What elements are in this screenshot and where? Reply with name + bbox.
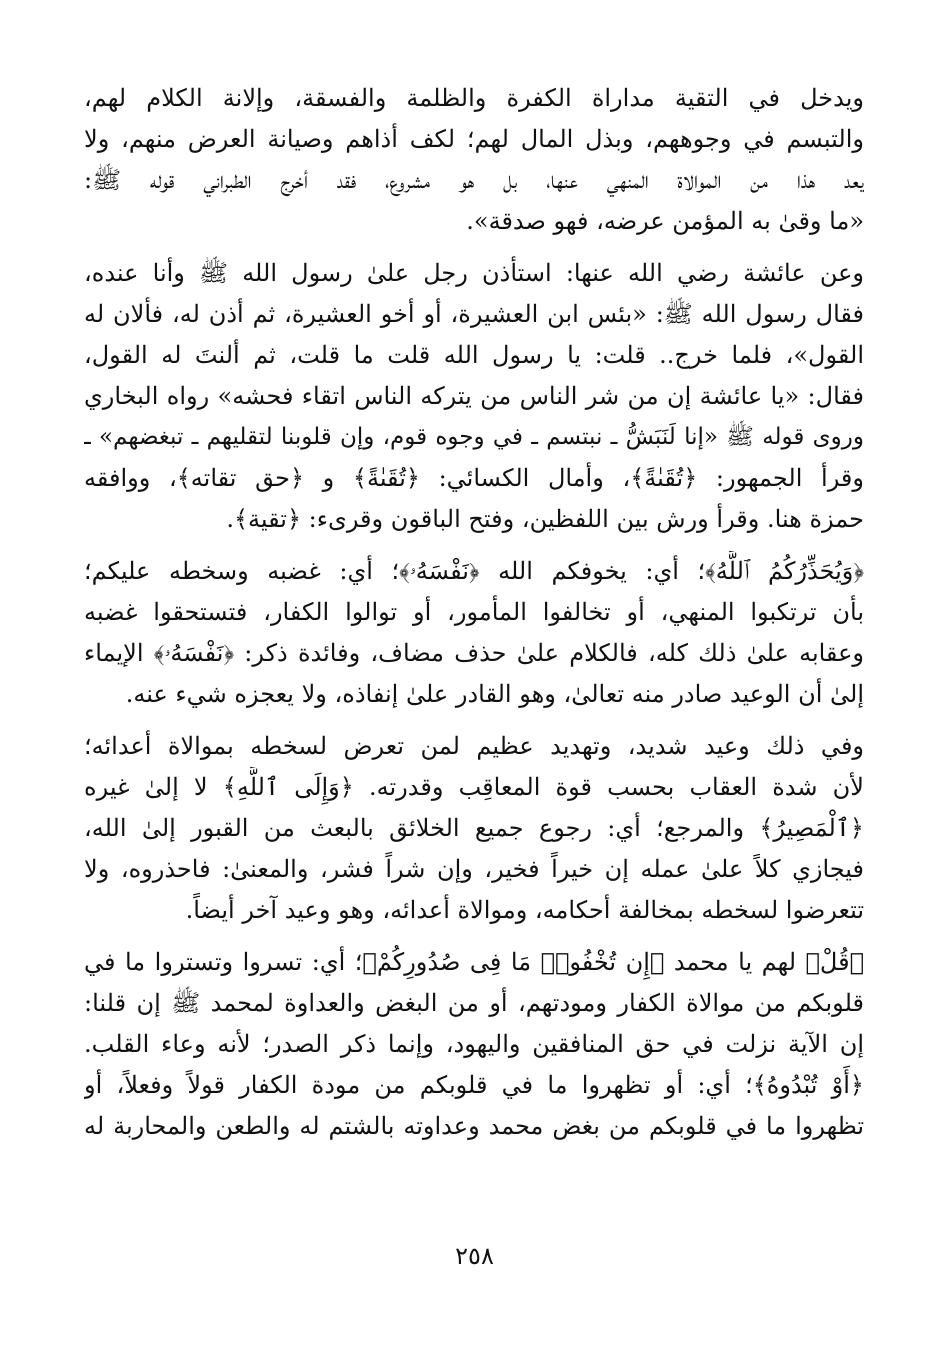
text-line: وفي ذلك وعيد شديد، وتهديد عظيم لمن تعرض لسخطه بموالاة أعدائه؛ bbox=[84, 732, 864, 760]
text-line: ﴿أَوْ تُبْدُوهُ﴾؛ أي: أو تظهروا ما في قلوبكم من مودة الكفار قولاً وفعلاً، أو bbox=[84, 1071, 864, 1099]
text-line: وعن عائشة رضي الله عنها: استأذن رجل علىٰ رسول الله ﷺ وأنا عنده، bbox=[84, 259, 864, 287]
text-line: قلوبكم من موالاة الكفار ومودتهم، أو من البغض والعداوة لمحمد ﷺ إن قلنا: bbox=[84, 989, 864, 1017]
text-line: إن الآية نزلت في حق المنافقين واليهود، وإنما ذكر الصدر؛ لأنه وعاء القلب. bbox=[84, 1030, 864, 1058]
text-line: يعد هذا من الموالاة المنهي عنها، بل هو مشروع، فقد أخرج الطبراني قوله ﷺ: bbox=[84, 166, 864, 194]
text-line: وعقابه علىٰ ذلك كله، فالكلام علىٰ حذف مضاف، وفائدة ذكر: ﴿نَفْسَهُۥ﴾ الإيماء bbox=[84, 639, 864, 667]
text-line: «ما وقىٰ به المؤمن عرضه، فهو صدقة». bbox=[466, 207, 864, 235]
text-line: فقال: «يا عائشة إن من شر الناس من يتركه الناس اتقاء فحشه» رواه البخاري bbox=[84, 382, 864, 410]
paragraph-2 bbox=[84, 253, 864, 540]
text-line: ويدخل في التقية مداراة الكفرة والظلمة والفسقة، وإلانة الكلام لهم، bbox=[84, 84, 864, 112]
text-line: والتبسم في وجوههم، وبذل المال لهم؛ لكف أذاهم وصيانة العرض منهم، ولا bbox=[84, 125, 864, 153]
paragraph-5 bbox=[84, 942, 864, 1147]
paragraph-1 bbox=[84, 78, 864, 242]
text-line: تتعرضوا لسخطه بمخالفة أحكامه، وموالاة أعدائه، وهو وعيد آخر أيضاً. bbox=[185, 896, 864, 924]
body-text bbox=[84, 78, 864, 1158]
text-line: ﴿ٱلْمَصِيرُ﴾ والمرجع؛ أي: رجوع جميع الخلائق بالبعث من القبور إلىٰ الله، bbox=[84, 814, 864, 842]
text-line: وروى قوله ﷺ «إنا لَنَبَشُّ ـ نبتسم ـ في وجوه قوم، وإن قلوبنا لتقليهم ـ تبغضهم» ـ bbox=[84, 424, 864, 450]
text-line: فيجازي كلاً علىٰ عمله إن خيراً فخير، وإن شراً فشر، والمعنىٰ: فاحذروه، ولا bbox=[84, 855, 864, 883]
text-line: ﴿قُلْ﴾ لهم يا محمد ﴿إِن تُخْفُوا۟ مَا فِى صُدُورِكُمْ﴾؛ أي: تسروا وتستروا ما في bbox=[84, 948, 864, 976]
text-line: تظهروا ما في قلوبكم من بغض محمد وعداوته بالشتم له والطعن والمحاربة له bbox=[84, 1112, 864, 1140]
text-line: بأن ترتكبوا المنهي، أو تخالفوا المأمور، أو توالوا الكفار، فتستحقوا غضبه bbox=[84, 598, 864, 626]
text-line: القول»، فلما خرج.. قلت: يا رسول الله قلت ما قلت، ثم ألنتَ له القول، bbox=[84, 341, 864, 369]
text-line: إلىٰ أن الوعيد صادر منه تعالىٰ، وهو القادر علىٰ إنفاذه، ولا يعجزه شيء عنه. bbox=[125, 680, 864, 708]
paragraph-3 bbox=[84, 551, 864, 715]
text-line: ﴿وَيُحَذِّرُكُمُ ٱللَّهُ﴾؛ أي: يخوفكم الله ﴿نَفْسَهُۥ﴾؛ أي: غضبه وسخطه عليكم؛ bbox=[84, 557, 864, 585]
text-line: وقرأ الجمهور: ﴿تُقَىٰةً﴾، وأمال الكسائي: ﴿تُقَىٰةً﴾ و ﴿حق تقاته﴾، ووافقه bbox=[84, 464, 864, 492]
paragraph-4 bbox=[84, 726, 864, 931]
text-line: حمزة هنا. وقرأ ورش بين اللفظين، وفتح الباقون وقرىء: ﴿تقية﴾. bbox=[226, 505, 864, 533]
text-line: لأن شدة العقاب بحسب قوة المعاقِب وقدرته. ﴿وَإِلَى ٱللَّهِ﴾ لا إلىٰ غيره bbox=[84, 773, 864, 801]
text-line: فقال رسول الله ﷺ: «بئس ابن العشيرة، أو أخو العشيرة، ثم أذن له، فألان له bbox=[84, 300, 864, 328]
page-number: ٢٥٨ bbox=[455, 1242, 494, 1270]
